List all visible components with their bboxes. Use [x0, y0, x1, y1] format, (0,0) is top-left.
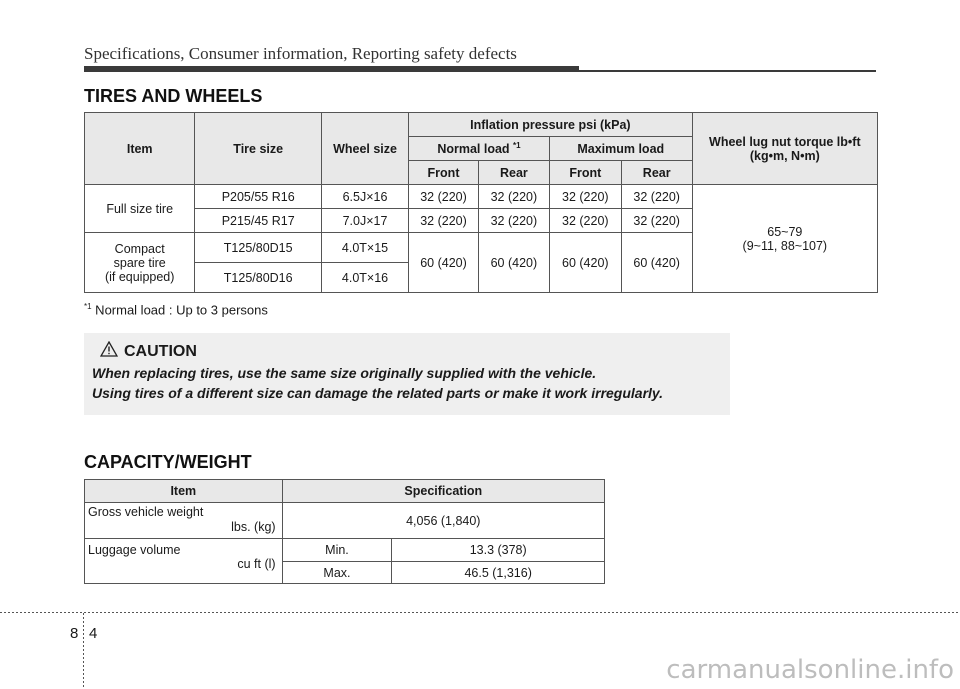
page-header-title: Specifications, Consumer information, Reporting safety defects — [84, 44, 517, 63]
header-rule — [579, 70, 876, 72]
table-cell: 32 (220) — [478, 209, 549, 233]
capacity-table — [84, 479, 605, 584]
table-cell: T125/80D15 — [195, 233, 322, 263]
page-number: 4 — [89, 625, 98, 642]
tires-footnote: $^{*1}$ Normal load : Up to 3 persons — [84, 302, 268, 318]
tires-table — [84, 112, 878, 293]
capacity-header-spec: Specification — [282, 480, 604, 503]
torque-value — [692, 185, 877, 293]
chapter-number: 8 — [70, 625, 79, 642]
luggage-volume-label — [85, 539, 283, 584]
capacity-header-item: Item — [85, 480, 283, 503]
caution-text-line1: When replacing tires, use the same size originally supplied with the vehicle. — [92, 365, 597, 381]
compact-label-line1: Compact — [114, 241, 165, 256]
table-cell: P205/55 R16 — [195, 185, 322, 209]
tires-header-wheel-size: Wheel size — [321, 113, 408, 185]
luggage-min-label: Min. — [282, 539, 392, 562]
luggage-volume-unit: cu ft (l) — [237, 557, 276, 571]
table-cell: 32 (220) — [549, 209, 621, 233]
table-cell: 60 (420) — [621, 233, 692, 293]
watermark: carmanualsonline.info — [666, 655, 954, 685]
tires-header-tire-size: Tire size — [195, 113, 322, 185]
compact-label-line2: spare tire — [113, 255, 166, 270]
footer-rule — [0, 612, 960, 613]
table-cell: 32 (220) — [549, 185, 621, 209]
warning-triangle-icon — [100, 341, 118, 362]
tires-header-normal-load: Normal load $^{*1}$ — [409, 137, 550, 161]
gross-weight-name: Gross vehicle weight — [88, 505, 204, 519]
tires-header-normal-front: Front — [409, 161, 479, 185]
table-cell: 32 (220) — [409, 185, 479, 209]
capacity-section-title: CAPACITY/WEIGHT — [84, 452, 252, 472]
table-cell: 4.0T×15 — [321, 233, 408, 263]
table-cell: 60 (420) — [549, 233, 621, 293]
table-cell: 32 (220) — [409, 209, 479, 233]
luggage-volume-name: Luggage volume — [88, 543, 181, 557]
luggage-max-value: 46.5 (1,316) — [392, 562, 605, 584]
gross-weight-value: 4,056 (1,840) — [282, 503, 604, 539]
gross-weight-unit: lbs. (kg) — [231, 520, 276, 534]
table-cell: 7.0J×17 — [321, 209, 408, 233]
table-cell: 32 (220) — [621, 209, 692, 233]
table-cell: 6.5J×16 — [321, 185, 408, 209]
tires-header-inflation: Inflation pressure psi (kPa) — [409, 113, 693, 137]
table-cell: 60 (420) — [478, 233, 549, 293]
tires-header-item: Item — [85, 113, 195, 185]
tires-header-max-front: Front — [549, 161, 621, 185]
tires-section-title: TIRES AND WHEELS — [84, 86, 263, 106]
tires-header-torque: Wheel lug nut torque lb•ft (kg•m, N•m) — [692, 113, 877, 185]
tires-header-normal-rear: Rear — [478, 161, 549, 185]
compact-spare-label — [85, 233, 195, 293]
gross-weight-label — [85, 503, 283, 539]
table-cell: P215/45 R17 — [195, 209, 322, 233]
luggage-min-value: 13.3 (378) — [392, 539, 605, 562]
tires-header-max-load: Maximum load — [549, 137, 692, 161]
table-cell: T125/80D16 — [195, 263, 322, 293]
compact-label-line3: (if equipped) — [104, 269, 175, 284]
caution-box — [84, 333, 730, 415]
luggage-max-label: Max. — [282, 562, 392, 584]
tires-header-max-rear: Rear — [621, 161, 692, 185]
torque-value-line1: 65~79 — [767, 224, 803, 239]
caution-label: CAUTION — [124, 342, 197, 360]
table-cell: 60 (420) — [409, 233, 479, 293]
header-bar — [84, 66, 579, 72]
table-cell: 32 (220) — [478, 185, 549, 209]
caution-text-line2: Using tires of a different size can damage the related parts or make it work irregularly. — [92, 385, 664, 401]
full-size-tire-label: Full size tire — [85, 185, 195, 233]
table-cell: 4.0T×16 — [321, 263, 408, 293]
footer-divider — [83, 613, 84, 689]
torque-value-line2: (9~11, 88~107) — [742, 238, 828, 253]
table-cell: 32 (220) — [621, 185, 692, 209]
